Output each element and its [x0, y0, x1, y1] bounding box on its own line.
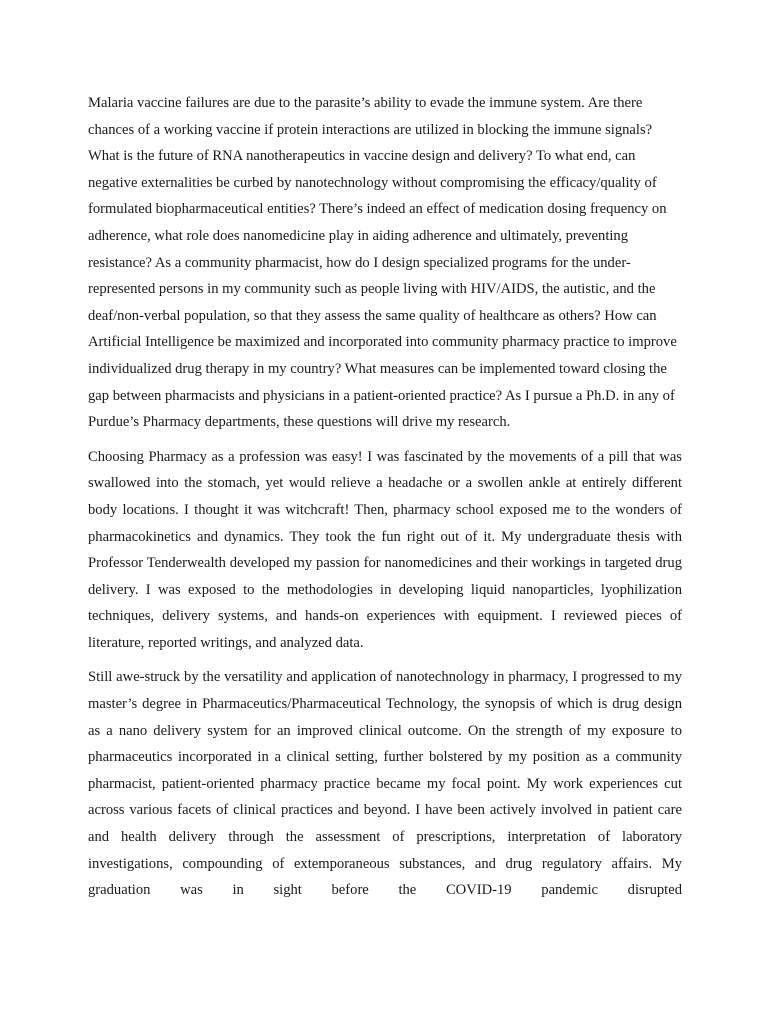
document-page — [88, 90, 682, 912]
paragraph-choosing-pharmacy: Choosing Pharmacy as a profession was easy! I was fascinated by the movements of a pill that was swallowed into the stomach, yet would relieve a headache or a swollen ankle at entirely different body locations. I thought it was witchcraft! Then, pharmacy school exposed me to the wonders of pharmacokinetics and dynamics. They took the fun right out of it. My undergraduate thesis with Professor Tenderwealth developed my passion for nanomedicines and their workings in targeted drug delivery. I was exposed to the methodologies in developing liquid nanoparticles, lyophilization techniques, delivery systems, and hands-on experiences with equipment. I reviewed pieces of literature, reported writings, and analyzed data. — [88, 448, 682, 651]
paragraph-research-questions: Malaria vaccine failures are due to the parasite’s ability to evade the immune system. Are there chances of a working vaccine if protein interactions are utilized in blocking the immune signals? What is the future of RNA nanotherapeutics in vaccine design and delivery? To what end, can negative externalities be curbed by nanotechnology without compromising the efficacy/quality of formulated biopharmaceutical entities? There’s indeed an effect of medication dosing frequency on adherence, what role does nanomedicine play in aiding adherence and ultimately, preventing resistance? As a community pharmacist, how do I design specialized programs for the under-represented persons in my community such as people living with HIV/AIDS, the autistic, and the deaf/non-verbal population, so that they assess the same quality of healthcare as others? How can Artificial Intelligence be maximized and incorporated into community pharmacy practice to improve individualized drug therapy in my country? What measures can be implemented toward closing the gap between pharmacists and physicians in a patient-oriented practice? As I pursue a Ph.D. in any of Purdue’s Pharmacy departments, these questions will drive my research. — [88, 95, 677, 431]
paragraph-masters-degree: Still awe-struck by the versatility and application of nanotechnology in pharmacy, I progressed to my master’s degree in Pharmaceutics/Pharmaceutical Technology, the synopsis of which is drug design as a nano delivery system for an improved clinical outcome. On the strength of my exposure to pharmaceutics incorporated in a clinical setting, further bolstered by my position as a community pharmacist, patient-oriented pharmacy practice became my focal point. My work experiences cut across various facets of clinical practices and beyond. I have been actively involved in patient care and health delivery through the assessment of prescriptions, interpretation of laboratory investigations, compounding of extemporaneous substances, and drug regulatory affairs. My graduation was in sight before the COVID-19 pandemic disrupted — [88, 669, 682, 899]
